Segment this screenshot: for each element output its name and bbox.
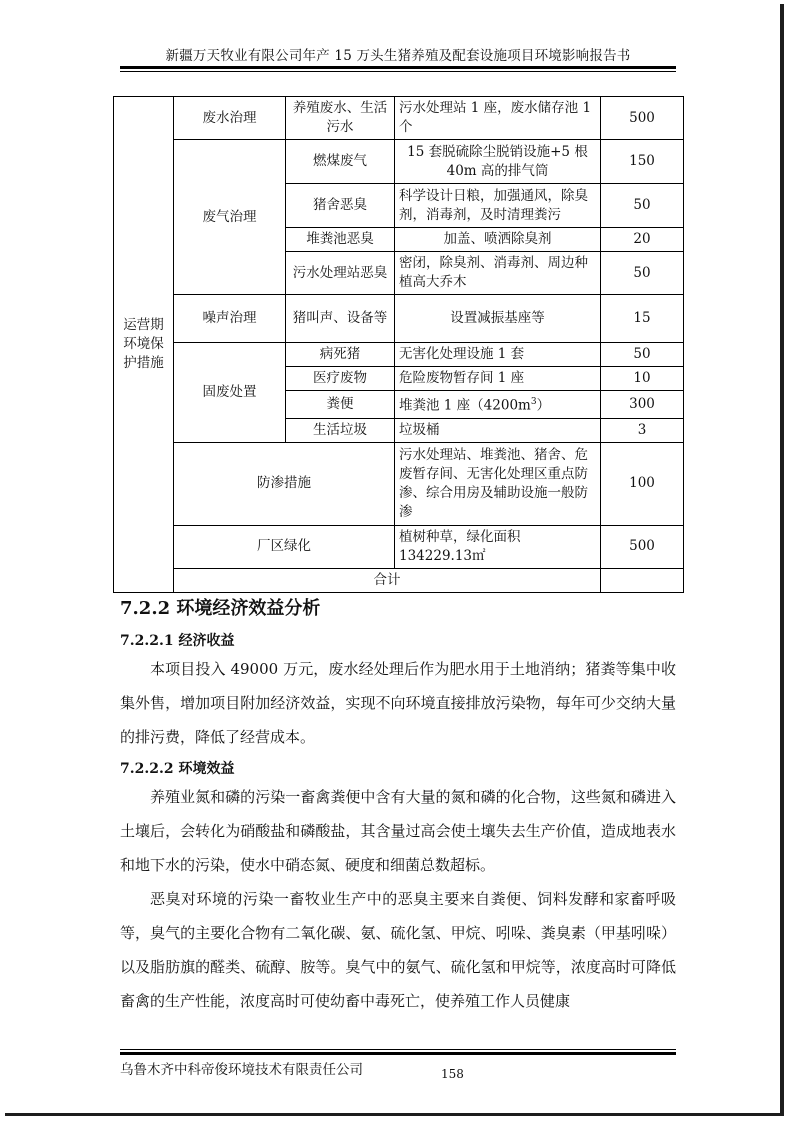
environmental-investment-table	[113, 96, 684, 593]
source-cell: 粪便	[286, 391, 395, 419]
cost-cell: 3	[601, 418, 684, 442]
cost-cell: 50	[601, 184, 684, 228]
measure-text-end: ）	[536, 397, 551, 414]
measure-cell: 危险废物暂存间 1 座	[395, 367, 601, 391]
table-row-total	[114, 568, 684, 592]
cost-cell: 15	[601, 295, 684, 343]
source-cell: 医疗废物	[286, 367, 395, 391]
page-number: 158	[441, 1067, 464, 1081]
source-cell: 猪叫声、设备等	[286, 295, 395, 343]
cost-cell: 20	[601, 228, 684, 252]
cost-cell: 150	[601, 140, 684, 184]
running-header: 新疆万天牧业有限公司年产 15 万头生猪养殖及配套设施项目环境影响报告书	[165, 48, 631, 64]
cost-cell: 10	[601, 367, 684, 391]
category-cell: 运营期环境保护措施	[114, 97, 174, 593]
cost-cell: 100	[601, 442, 684, 525]
cost-cell: 300	[601, 391, 684, 419]
measure-cell: 无害化处理设施 1 套	[395, 343, 601, 367]
table-row	[114, 97, 684, 140]
measure-cell: 污水处理站、堆粪池、猪舍、危废暂存间、无害化处理区重点防渗、综合用房及辅助设施一般防渗	[395, 442, 601, 525]
measure-cell: 科学设计日粮，加强通风，除臭剂，消毒剂，及时清理粪污	[395, 184, 601, 228]
table-row	[114, 525, 684, 568]
cost-cell: 500	[601, 97, 684, 140]
item-cell: 防渗措施	[174, 442, 395, 525]
measure-cell: 垃圾桶	[395, 418, 601, 442]
cost-cell: 50	[601, 343, 684, 367]
footer-rule-thin	[120, 1049, 676, 1050]
measure-text: 堆粪池 1 座（4200m	[399, 397, 531, 414]
paragraph: 恶臭对环境的污染一畜牧业生产中的恶臭主要来自粪便、饲料发酵和家畜呼吸等，臭气的主要化合物有二氧化碳、氨、硫化氢、甲烷、吲哚、粪臭素（甲基吲哚）以及脂肪旗的醛类、硫醇、胺等。臭气中的氨气、硫化氢和甲烷等，浓度高时可降低畜禽的生产性能，浓度高时可使幼畜中毒死亡，使养殖工作人员健康	[120, 890, 676, 1010]
source-cell: 病死猪	[286, 343, 395, 367]
source-cell: 污水处理站恶臭	[286, 252, 395, 295]
table-row	[114, 295, 684, 343]
item-cell: 噪声治理	[174, 295, 286, 343]
cost-cell: 500	[601, 525, 684, 568]
measure-cell: 设置减振基座等	[395, 295, 601, 343]
section-heading: 7.2.2 环境经济效益分析	[120, 598, 321, 619]
item-cell: 厂区绿化	[174, 525, 395, 568]
source-cell: 燃煤废气	[286, 140, 395, 184]
source-cell: 堆粪池恶臭	[286, 228, 395, 252]
footer-rule	[120, 1052, 676, 1055]
table-row	[114, 442, 684, 525]
item-cell: 废气治理	[174, 140, 286, 295]
source-cell: 猪舍恶臭	[286, 184, 395, 228]
table-row	[114, 140, 684, 184]
measure-cell: 加盖、喷洒除臭剂	[395, 228, 601, 252]
paragraph: 养殖业氮和磷的污染一畜禽粪便中含有大量的氮和磷的化合物，这些氮和磷进入土壤后，会转化为硝酸盐和磷酸盐，其含量过高会使土壤失去生产价值，造成地表水和地下水的污染，使水中硝态氮、硬度和细菌总数超标。	[120, 788, 676, 874]
item-cell: 固废处置	[174, 343, 286, 443]
measure-cell	[395, 391, 601, 419]
measure-cell: 密闭，除臭剂、消毒剂、周边种植高大乔木	[395, 252, 601, 295]
measure-cell: 植树种草，绿化面积 134229.13㎡	[395, 525, 601, 568]
subsection-heading: 7.2.2.1 经济收益	[120, 633, 235, 649]
item-cell: 废水治理	[174, 97, 286, 140]
cost-cell: 50	[601, 252, 684, 295]
table-row	[114, 343, 684, 367]
subsection-heading: 7.2.2.2 环境效益	[120, 761, 235, 777]
paragraph: 本项目投入 49000 万元，废水经处理后作为肥水用于土地消纳；猪粪等集中收集外售，增加项目附加经济效益，实现不向环境直接排放污染物，每年可少交纳大量的排污费，降低了经营成本。	[120, 660, 676, 746]
footer-company: 乌鲁木齐中科帝俊环境技术有限责任公司	[120, 1062, 363, 1078]
measure-cell-empty	[601, 568, 684, 592]
superscript: 3	[530, 397, 537, 407]
header-rule-thin	[120, 71, 676, 72]
header-rule	[120, 66, 676, 69]
total-label: 合计	[174, 568, 601, 592]
source-cell: 养殖废水、生活污水	[286, 97, 395, 140]
measure-cell: 污水处理站 1 座，废水储存池 1 个	[395, 97, 601, 140]
measure-cell: 15 套脱硫除尘脱销设施+5 根 40m 高的排气筒	[395, 140, 601, 184]
source-cell: 生活垃圾	[286, 418, 395, 442]
